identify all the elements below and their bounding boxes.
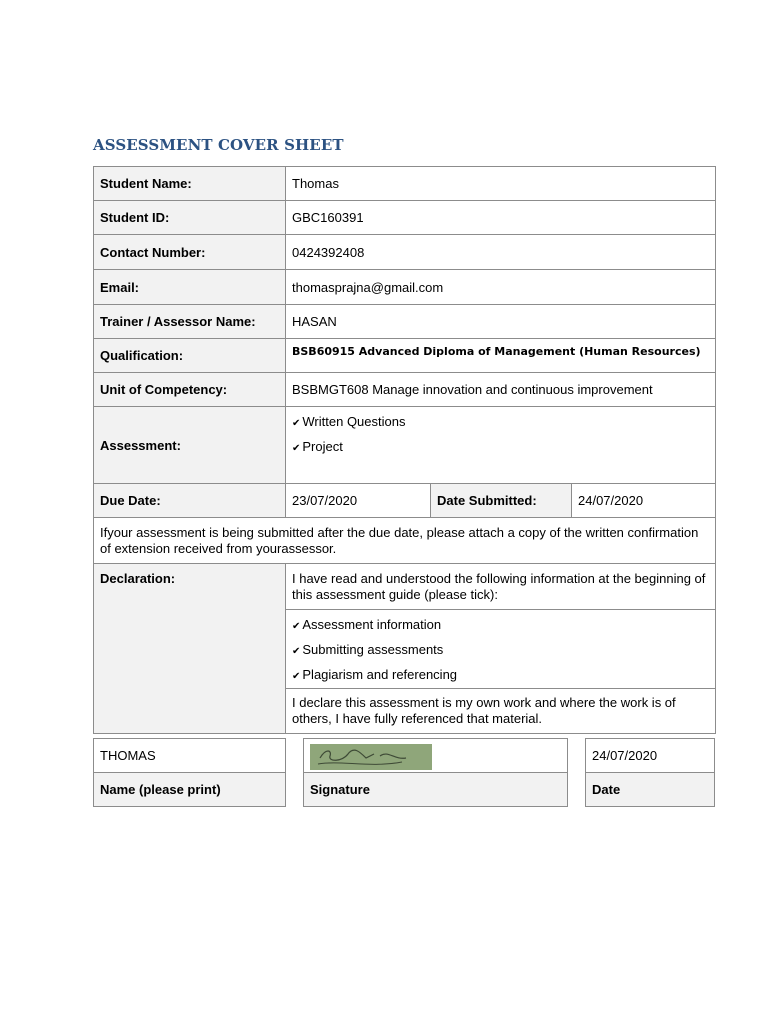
declaration-intro: I have read and understood the following information at the beginning of this assessment guide (please tick): (286, 564, 716, 610)
signature-label: Signature (304, 773, 568, 807)
name-label: Name (please print) (94, 773, 286, 807)
unit-label: Unit of Competency: (94, 373, 286, 407)
row-due-date (94, 484, 716, 518)
declaration-item[interactable]: ✔ Submitting assessments (292, 642, 444, 657)
student-id-label: Student ID: (94, 201, 286, 235)
row-student-name (94, 167, 716, 201)
qualification-value[interactable] (286, 339, 716, 373)
page-title: ASSESSMENT COVER SHEET (93, 136, 344, 154)
declaration-statement: I declare this assessment is my own work and where the work is of others, I have fully referenced that material. (286, 689, 716, 734)
row-unit (94, 373, 716, 407)
date-submitted-value[interactable]: 24/07/2020 (572, 484, 716, 518)
email-label: Email: (94, 270, 286, 305)
row-student-id (94, 201, 716, 235)
declaration-item[interactable]: ✔ Plagiarism and referencing (292, 667, 458, 682)
qualification-label: Qualification: (94, 339, 286, 373)
row-contact (94, 235, 716, 270)
trainer-value[interactable]: HASAN (286, 305, 716, 339)
row-qualification (94, 339, 716, 373)
due-date-value[interactable]: 23/07/2020 (286, 484, 431, 518)
checkmark-icon: ✔ (292, 621, 301, 632)
assessment-item[interactable]: ✔ Project (292, 439, 343, 454)
contact-label: Contact Number: (94, 235, 286, 270)
date-value[interactable]: 24/07/2020 (586, 739, 715, 773)
due-date-label: Due Date: (94, 484, 286, 518)
date-box (585, 738, 715, 807)
unit-value[interactable]: BSBMGT608 Manage innovation and continuous improvement (286, 373, 716, 407)
email-value[interactable]: thomasprajna@gmail.com (286, 270, 716, 305)
declaration-label: Declaration: (94, 564, 286, 734)
checkmark-icon: ✔ (292, 646, 301, 657)
qualification-text: BSB60915 Advanced Diploma of Management (Human Resources) (292, 345, 701, 358)
student-name-label: Student Name: (94, 167, 286, 201)
signature-scribble-icon (310, 744, 432, 770)
signature-box (303, 738, 568, 807)
declaration-item[interactable]: ✔ Assessment information (292, 617, 442, 632)
trainer-label: Trainer / Assessor Name: (94, 305, 286, 339)
checkmark-icon: ✔ (292, 671, 301, 682)
declaration-items (286, 610, 716, 689)
assessment-item[interactable]: ✔ Written Questions (292, 414, 406, 429)
assessment-label: Assessment: (94, 407, 286, 484)
signature-field[interactable] (304, 739, 568, 773)
row-assessment (94, 407, 716, 484)
assessment-items (286, 407, 716, 484)
date-label: Date (586, 773, 715, 807)
date-submitted-label: Date Submitted: (431, 484, 572, 518)
name-box (93, 738, 286, 807)
contact-value[interactable]: 0424392408 (286, 235, 716, 270)
student-name-value[interactable]: Thomas (286, 167, 716, 201)
row-trainer (94, 305, 716, 339)
row-email (94, 270, 716, 305)
checkmark-icon: ✔ (292, 418, 301, 429)
cover-sheet-table (93, 166, 716, 734)
late-notice: Ifyour assessment is being submitted after the due date, please attach a copy of the written confirmation of extension received from yourassessor. (94, 518, 716, 564)
signature-image (310, 744, 432, 770)
checkmark-icon: ✔ (292, 443, 301, 454)
student-id-value[interactable]: GBC160391 (286, 201, 716, 235)
row-late-notice (94, 518, 716, 564)
row-declaration (94, 564, 716, 610)
name-value[interactable]: THOMAS (94, 739, 286, 773)
